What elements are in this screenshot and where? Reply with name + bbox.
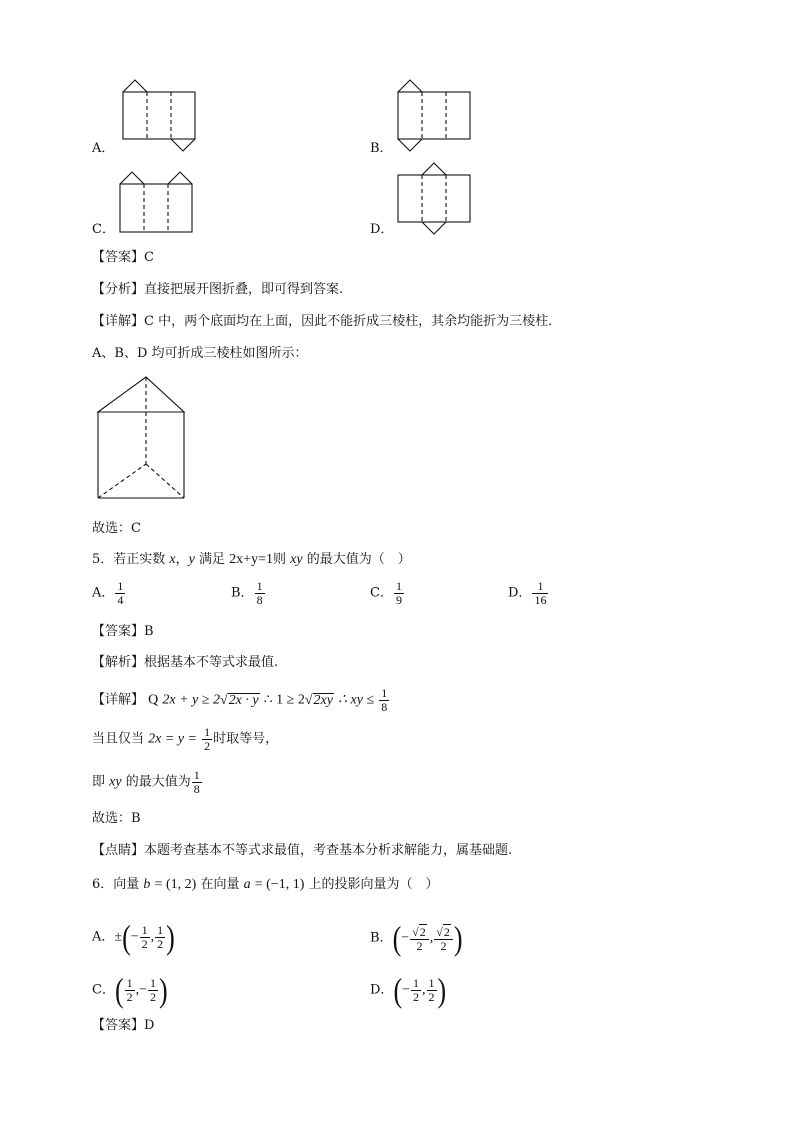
q5-comment: 【点睛】本题考查基本不等式求最值，考查基本分析求解能力，属基础题.: [92, 843, 513, 858]
net-diagram-b: [390, 75, 490, 157]
q6-option-a[interactable]: A．±(− $\frac{1}{2}$ , $\frac{1}{2}$ ): [92, 918, 175, 956]
vector-a: a: [243, 877, 251, 892]
option-a-label: A．: [92, 141, 115, 156]
q5-option-b[interactable]: B． $\frac{1}{8}$: [231, 579, 263, 607]
vector-b: b: [143, 877, 151, 892]
q6-stem: 6．向量 b = (1, 2) 在向量 a = (−1, 1) 上的投影向量为（ ）: [92, 877, 439, 892]
q5-analysis: 【解析】根据基本不等式求最值.: [92, 655, 279, 670]
q6-answer: 【答案】D: [92, 1018, 155, 1033]
option-d-label: D．: [370, 222, 394, 237]
q4-analysis: 【分析】直接把展开图折叠，即可得到答案.: [92, 282, 344, 297]
q5-option-a[interactable]: A． $\frac{1}{4}$: [92, 579, 124, 607]
q5-option-d[interactable]: D． $\frac{1}{16}$: [508, 579, 547, 607]
net-diagram-a: [110, 75, 210, 157]
q5-option-c[interactable]: C． $\frac{1}{9}$: [370, 579, 402, 607]
option-c-label: C．: [92, 222, 115, 237]
q5-stem: 5．若正实数 x，y 满足 2x+y=1则 xy 的最大值为（ ）: [92, 552, 411, 567]
option-b-label: B．: [370, 141, 393, 156]
q5-max-value: 即 xy 的最大值为 $\frac{1}{8}$: [92, 768, 200, 796]
q5-answer: 【答案】B: [92, 624, 154, 639]
q5-detail: 【详解】 Q 2x + y ≥ 2√2x · y ∴ 1 ≥ 2√2xy ∴ xy ≤ $\frac{1}{8}$: [92, 686, 388, 714]
triangular-prism-figure: [92, 372, 192, 504]
q4-choose: 故选：C: [92, 521, 141, 536]
q4-detail: 【详解】C 中，两个底面均在上面，因此不能折成三棱柱，其余均能折为三棱柱．: [92, 314, 562, 329]
net-diagram-d: [390, 160, 480, 240]
q6-option-d[interactable]: D．(− $\frac{1}{2}$ , $\frac{1}{2}$ ): [370, 971, 447, 1009]
q6-option-c[interactable]: C．( $\frac{1}{2}$ ,− $\frac{1}{2}$ ): [92, 971, 168, 1009]
q6-option-b[interactable]: B．(− $\frac{√2}{2}$ , $\frac{√2}{2}$ ): [370, 919, 463, 957]
q4-detail-line2: A、B、D 均可折成三棱柱如图所示：: [92, 346, 308, 361]
q5-equality-condition: 当且仅当 2x = y = $\frac{1}{2}$ 时取等号，: [92, 725, 279, 753]
q4-answer: 【答案】C: [92, 250, 154, 265]
net-diagram-c: [110, 167, 210, 237]
q5-choose: 故选：B: [92, 811, 141, 826]
